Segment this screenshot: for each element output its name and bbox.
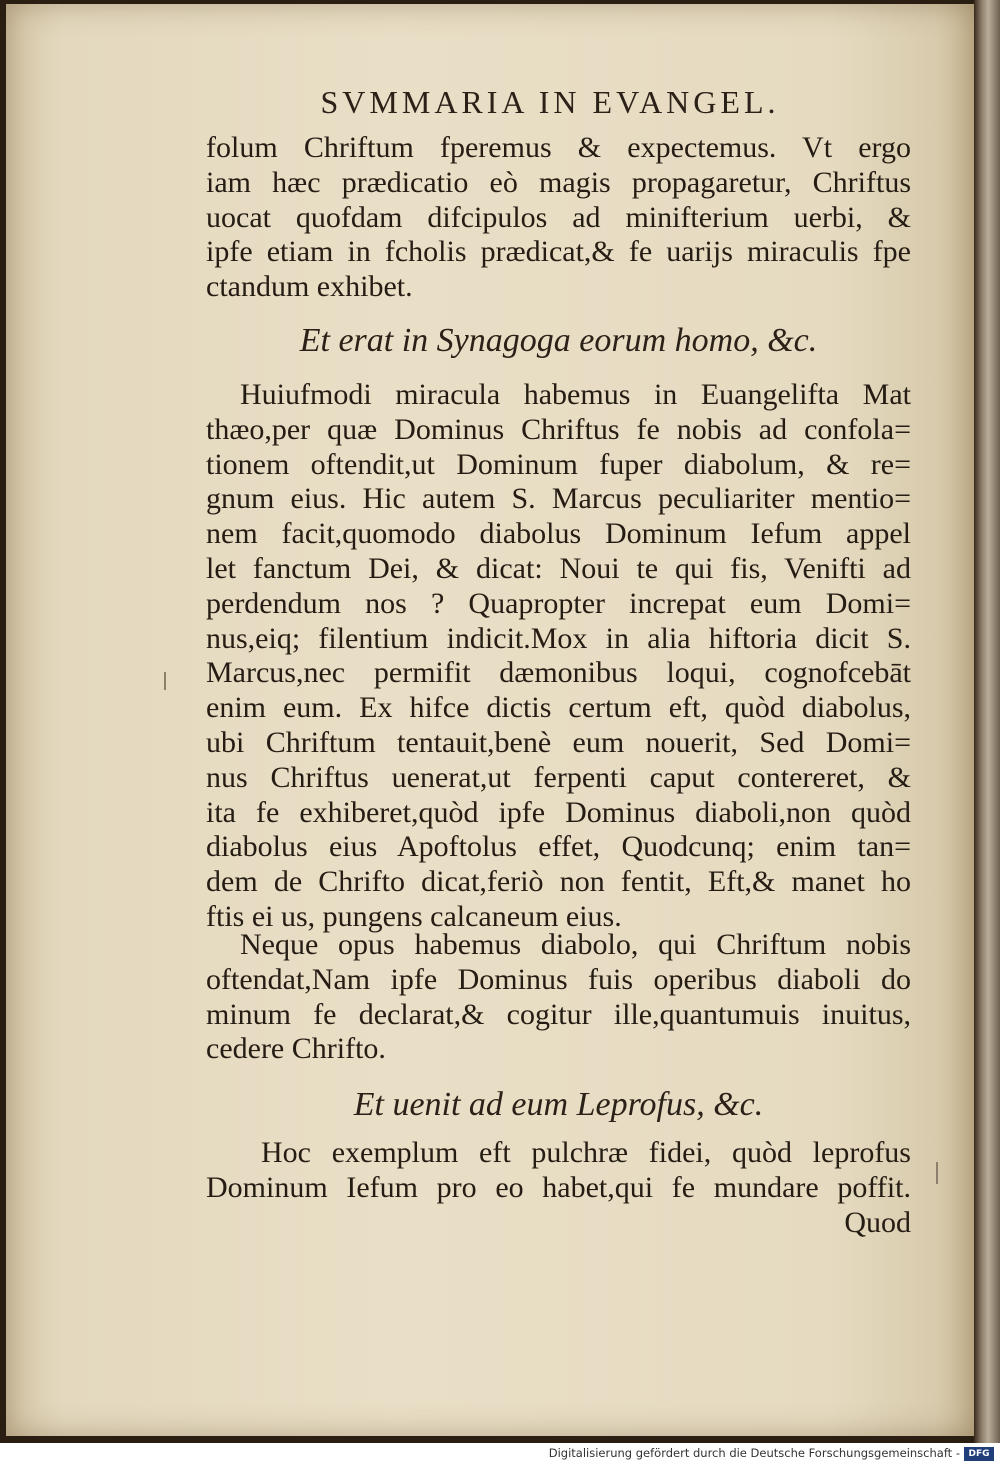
text-line: minum fe declarat,& cogitur ille,quantumuis inuitus, xyxy=(206,997,911,1031)
book-page xyxy=(6,4,974,1436)
text-line: let fanctum Dei, & dicat: Noui te qui fis, Venifti ad xyxy=(206,551,911,585)
text-line: folum Chriftum fperemus & expectemus. Vt ergo xyxy=(206,131,911,164)
text-line: iam hæc prædicatio eò magis propagaretur, Chriftus xyxy=(206,165,911,199)
margin-mark xyxy=(936,1162,938,1184)
text-line: Neque opus habemus diabolo, qui Chriftum nobis xyxy=(240,928,911,961)
text-line: thæo,per quæ Dominus Chriftus fe nobis ad confola= xyxy=(206,412,911,446)
text-line: ctandum exhibet. xyxy=(206,270,413,304)
margin-mark xyxy=(164,672,166,690)
paragraph-2 xyxy=(206,378,911,935)
text-line: Marcus,nec permifit dæmonibus loqui, cognofcebāt xyxy=(206,656,911,690)
dfg-logo: DFG xyxy=(964,1447,994,1461)
text-line: ita fe exhiberet,quòd ipfe Dominus diaboli,non quòd xyxy=(206,795,911,829)
text-line: nus,eiq; filentium indicit.Mox in alia hiftoria dicit S. xyxy=(206,621,911,655)
text-line: ipfe etiam in fcholis prædicat,& fe uarijs miraculis fpe xyxy=(206,235,911,269)
text-line: Dominum Iefum pro eo habet,qui fe mundare poffit. xyxy=(206,1170,911,1204)
book-edge xyxy=(974,0,1000,1443)
text-line: nem facit,quomodo diabolus Dominum Iefum appel xyxy=(206,517,911,551)
paragraph-4 xyxy=(206,1136,911,1240)
paragraph-3 xyxy=(206,928,911,1067)
text-line: Huiufmodi miracula habemus in Euangelifta Mat xyxy=(240,378,911,411)
text-line: Hoc exemplum eft pulchræ fidei, quòd leprofus xyxy=(261,1136,911,1169)
footer-bar xyxy=(0,1443,1000,1465)
text-line: dem de Chrifto dicat,feriò non fentit, Eft,& manet ho xyxy=(206,865,911,899)
text-line: cedere Chrifto. xyxy=(206,1032,386,1066)
text-line: oftendat,Nam ipfe Dominus fuis operibus diaboli do xyxy=(206,962,911,996)
text-line: nus Chriftus uenerat,ut ferpenti caput contereret, & xyxy=(206,760,911,794)
running-title: SVMMARIA IN EVANGEL. xyxy=(320,84,780,120)
text-line: tionem oftendit,ut Dominum fuper diabolum, & re= xyxy=(206,447,911,481)
text-line: uocat quofdam difcipulos ad minifterium uerbi, & xyxy=(206,200,911,234)
section-heading-2: Et uenit ad eum Leprofus, &c. xyxy=(353,1086,764,1123)
digitization-credit: Digitalisierung gefördert durch die Deutsche Forschungsgemeinschaft - xyxy=(548,1446,960,1460)
paragraph-1 xyxy=(206,131,911,305)
catchword: Quod xyxy=(844,1205,911,1239)
text-line: ubi Chriftum tentauit,benè eum nouerit, Sed Domi= xyxy=(206,725,911,759)
text-line: enim eum. Ex hifce dictis certum eft, quòd diabolus, xyxy=(206,691,911,725)
text-line: ftis ei us, pungens calcaneum eius. xyxy=(206,899,622,933)
text-line: gnum eius. Hic autem S. Marcus peculiariter mentio= xyxy=(206,482,911,516)
section-heading-1: Et erat in Synagoga eorum homo, &c. xyxy=(299,322,818,359)
text-line: diabolus eius Apoftolus effet, Quodcunq; enim tan= xyxy=(206,830,911,864)
text-line: perdendum nos ? Quapropter increpat eum Domi= xyxy=(206,586,911,620)
